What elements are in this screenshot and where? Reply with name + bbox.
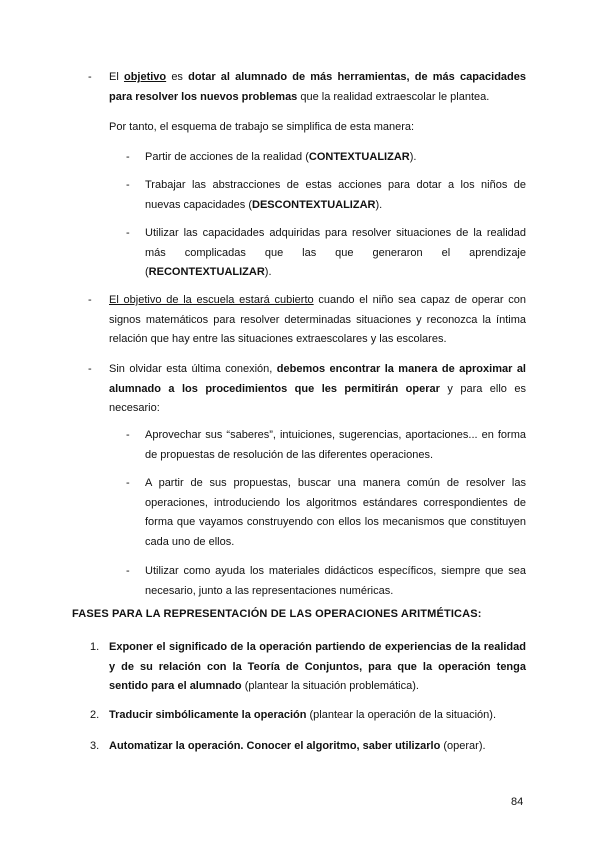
fase-item: Exponer el significado de la operación partiendo de experiencias de la realidad y de su relación con la Teoría de Conjuntos, para que la operación tenga sentido para el alumnado (plantear la situación problemática).: [109, 641, 526, 692]
sub-bullet-dash: -: [126, 565, 130, 577]
sub-bullet-dash: -: [126, 151, 130, 163]
fase-item: Automatizar la operación. Conocer el algoritmo, saber utilizarlo (operar).: [109, 740, 486, 752]
sub-bullet-dash: -: [126, 179, 130, 191]
bullet-conexion: Sin olvidar esta última conexión, debemos encontrar la manera de aproximar al alumnado a los procedimientos que les permitirán operar y para ello es necesario:: [109, 363, 526, 414]
sub-bullet-dash: -: [126, 227, 130, 239]
list-number: 2.: [90, 709, 100, 721]
bullet-dash: -: [88, 294, 92, 306]
bullet-dash: -: [88, 71, 92, 83]
bullet-dash: -: [88, 363, 92, 375]
list-number: 3.: [90, 740, 100, 752]
bullet-objetivo: El objetivo es dotar al alumnado de más herramientas, de más capacidades para resolver los nuevos problemas que la realidad extraescolar le plantea.: [109, 71, 527, 103]
sub-bullet-dash: -: [126, 429, 130, 441]
esquema-intro: Por tanto, el esquema de trabajo se simplifica de esta manera:: [109, 121, 415, 133]
page-number: 84: [511, 796, 524, 808]
bullet-escuela: El objetivo de la escuela estará cubierto cuando el niño sea capaz de operar con signos matemáticos para resolver determinadas situaciones y reconozca la íntima relación que hay entre las situaciones extraescolares y las escolares.: [109, 294, 526, 345]
necesario-item: A partir de sus propuestas, buscar una manera común de resolver las operaciones, introduciendo los algoritmos estándares correspondientes de forma que vayamos construyendo con ellos los mecanismos que constituyen cada uno de ellos.: [145, 477, 526, 548]
esquema-item: Partir de acciones de la realidad (CONTEXTUALIZAR).: [145, 151, 417, 163]
necesario-item: Aprovechar sus “saberes”, intuiciones, sugerencias, aportaciones... en forma de propuestas de resolución de las diferentes operaciones.: [145, 429, 526, 461]
necesario-item: Utilizar como ayuda los materiales didácticos específicos, siempre que sea necesario, junto a las representaciones numéricas.: [145, 565, 526, 597]
esquema-item: Trabajar las abstracciones de estas acciones para dotar a los niños de nuevas capacidades (DESCONTEXTUALIZAR).: [145, 179, 526, 211]
list-number: 1.: [90, 641, 100, 653]
fase-item: Traducir simbólicamente la operación (plantear la operación de la situación).: [109, 709, 497, 721]
objetivo-keyword: objetivo: [123, 71, 167, 83]
sub-bullet-dash: -: [126, 477, 130, 489]
section-heading: FASES PARA LA REPRESENTACIÓN DE LAS OPERACIONES ARITMÉTICAS:: [72, 608, 482, 620]
esquema-item: Utilizar las capacidades adquiridas para resolver situaciones de la realidad más complicadas que las que generaron el aprendizaje (RECONTEXTUALIZAR).: [145, 227, 526, 278]
